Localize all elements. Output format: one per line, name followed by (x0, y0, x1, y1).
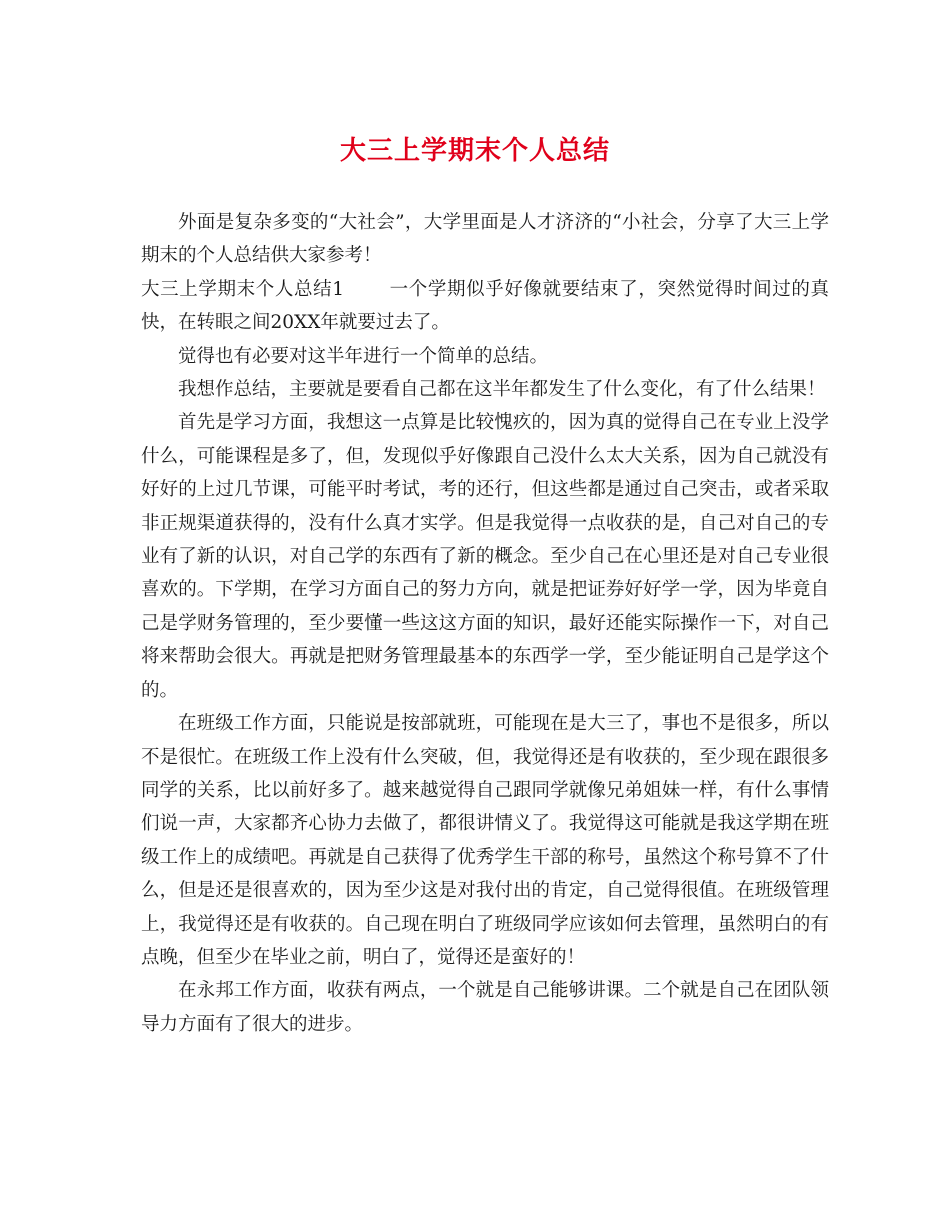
section-heading: 大三上学期末个人总结1 (141, 278, 345, 300)
paragraph-study: 首先是学习方面，我想这一点算是比较愧疚的，因为真的觉得自己在专业上没学什么，可能课程是多了，但，发现似乎好像跟自己没什么太大关系，因为自己就没有好好的上过几节课，可能平时考试，考的还行，但这些都是通过自己突击，或者采取非正规渠道获得的，没有什么真才实学。但是我觉得一点收获的是，自己对自己的专业有了新的认识，对自己学的东西有了新的概念。至少自己在心里还是对自己专业很喜欢的。下学期，在学习方面自己的努力方向，就是把证券好好学一学，因为毕竟自己是学财务管理的，至少要懂一些这这方面的知识，最好还能实际操作一下，对自己将来帮助会很大。再就是把财务管理最基本的东西学一学，至少能证明自己是学这个的。 (141, 412, 829, 701)
paragraph-summary-need: 觉得也有必要对这半年进行一个简单的总结。 (178, 345, 549, 367)
document-title: 大三上学期末个人总结 (339, 136, 610, 166)
heading-gap (344, 279, 390, 300)
paragraph-yongbang-work: 在永邦工作方面，收获有两点，一个就是自己能够讲课。二个就是自己在团队领导力方面有了很大的进步。 (141, 980, 829, 1035)
section-1-text: 一个学期似乎好像就要结束了，突然觉得时间过的真快，在转眼之间20XX年就要过去了。 (141, 278, 829, 334)
paragraph-summary-purpose: 我想作总结，主要就是要看自己都在这半年都发生了什么变化，有了什么结果！ (178, 379, 826, 401)
paragraph-section-1 (141, 273, 829, 340)
paragraph-intro: 外面是复杂多变的“大社会”，大学里面是人才济济的“小社会，分享了大三上学期末的个人总结供大家参考！ (141, 212, 829, 267)
document-body (141, 206, 829, 1041)
paragraph-class-work: 在班级工作方面，只能说是按部就班，可能现在是大三了，事也不是很多，所以不是很忙。在班级工作上没有什么突破，但，我觉得还是有收获的，至少现在跟很多同学的关系，比以前好多了。越来越觉得自己跟同学就像兄弟姐妹一样，有什么事情们说一声，大家都齐心协力去做了，都很讲情义了。我觉得这可能就是我这学期在班级工作上的成绩吧。再就是自己获得了优秀学生干部的称号，虽然这个称号算不了什么，但是还是很喜欢的，因为至少这是对我付出的肯定，自己觉得很值。在班级管理上，我觉得还是有收获的。自己现在明白了班级同学应该如何去管理，虽然明白的有点晚，但至少在毕业之前，明白了，觉得还是蛮好的！ (141, 713, 829, 968)
